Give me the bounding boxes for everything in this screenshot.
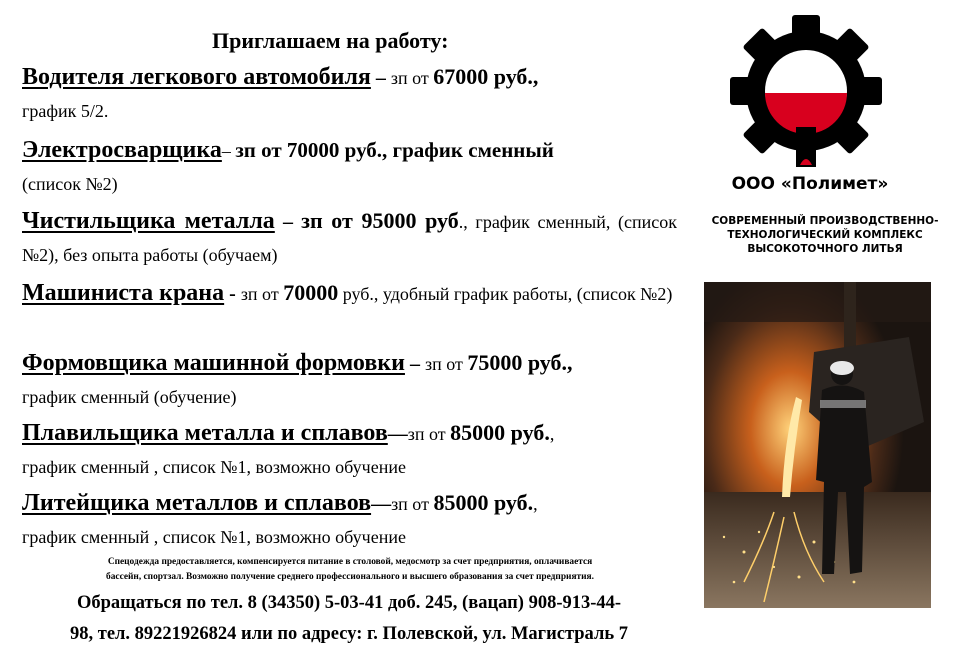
job-pay: зп от 70000 руб., график сменный	[235, 138, 554, 162]
job-dash: –	[274, 211, 302, 233]
job-details: график 5/2.	[22, 101, 109, 121]
job-dash: -	[224, 283, 241, 305]
job-dash: –	[404, 353, 425, 375]
benefits-fine-print	[30, 555, 670, 585]
job-title: Литейщика металлов и сплавов	[22, 490, 372, 516]
job-driver	[22, 60, 677, 128]
job-details: (список №2)	[22, 174, 118, 194]
job-dash: –	[370, 67, 391, 89]
job-pay-prefix: зп от	[390, 68, 434, 88]
job-dash: —	[387, 423, 408, 445]
job-title: Электросварщика	[22, 137, 222, 163]
job-title: Машиниста крана	[22, 280, 225, 306]
fine-print-line: бассейн, спортзал. Возможно получение среднего профессионального и высшего образования за счет предприятия.	[106, 572, 594, 582]
tagline-line: ВЫСОКОТОЧНОГО ЛИТЬЯ	[747, 243, 903, 255]
tagline-line: ТЕХНОЛОГИЧЕСКИЙ КОМПЛЕКС	[727, 229, 923, 241]
job-pay-prefix: зп от	[424, 354, 468, 374]
job-title: Формовщика машинной формовки	[22, 350, 405, 376]
contact-line: 98, тел. 89221926824 или по адресу: г. Полевской, ул. Магистраль 7	[69, 624, 628, 644]
contact-info	[28, 588, 670, 650]
job-pay: 70000	[283, 280, 339, 305]
job-pay: 67000 руб.,	[433, 64, 539, 89]
gear-ladle-logo-icon	[730, 15, 882, 167]
job-pay-suffix: ,	[533, 494, 538, 514]
job-details: график сменный (обучение)	[22, 387, 237, 407]
job-machine-molder	[22, 346, 677, 414]
job-smelter	[22, 416, 677, 484]
company-tagline	[690, 214, 960, 256]
job-crane-operator	[22, 276, 677, 311]
job-details: график сменный , список №1, возможно обучение	[22, 457, 406, 477]
job-pay-prefix: зп от	[407, 424, 451, 444]
job-metal-cleaner	[22, 204, 677, 272]
job-pay: зп от 95000 руб	[301, 208, 459, 233]
job-title: Водителя легкового автомобиля	[22, 64, 371, 90]
job-pay-suffix: ,	[549, 424, 555, 444]
job-details: график сменный , список №1, возможно обучение	[22, 527, 406, 547]
job-pay: 75000 руб.,	[467, 350, 573, 375]
job-pay-prefix: зп от	[240, 284, 284, 304]
company-name: ООО «Полимет»	[731, 174, 889, 194]
contact-line: Обращаться по тел. 8 (34350) 5-03-41 доб. 245, (вацап) 908-913-44-	[76, 593, 622, 613]
tagline-line: СОВРЕМЕННЫЙ ПРОИЗВОДСТВЕННО-	[711, 215, 939, 227]
job-title: Чистильщика металла	[22, 208, 275, 234]
job-dash: –	[221, 141, 236, 161]
page-heading: Приглашаем на работу:	[212, 28, 449, 53]
fine-print-line: Спецодежда предоставляется, компенсируется питание в столовой, медосмотр за счет предприятия, оплачивается	[107, 557, 593, 567]
job-title: Плавильщика металла и сплавов	[22, 420, 388, 446]
job-pay: 85000 руб.	[450, 420, 550, 445]
job-details: удобный график работы, (список №2)	[378, 284, 673, 304]
foundry-worker-photo	[704, 282, 931, 608]
job-pay: 85000 руб.	[433, 490, 534, 515]
job-welder	[22, 134, 677, 201]
job-caster	[22, 486, 677, 554]
job-pay-prefix: зп от	[391, 494, 434, 514]
job-details: ., график сменный, (список №2), без опыта работы (обучаем)	[22, 212, 677, 265]
job-dash: —	[371, 493, 392, 515]
job-pay-currency: руб.,	[338, 284, 379, 304]
